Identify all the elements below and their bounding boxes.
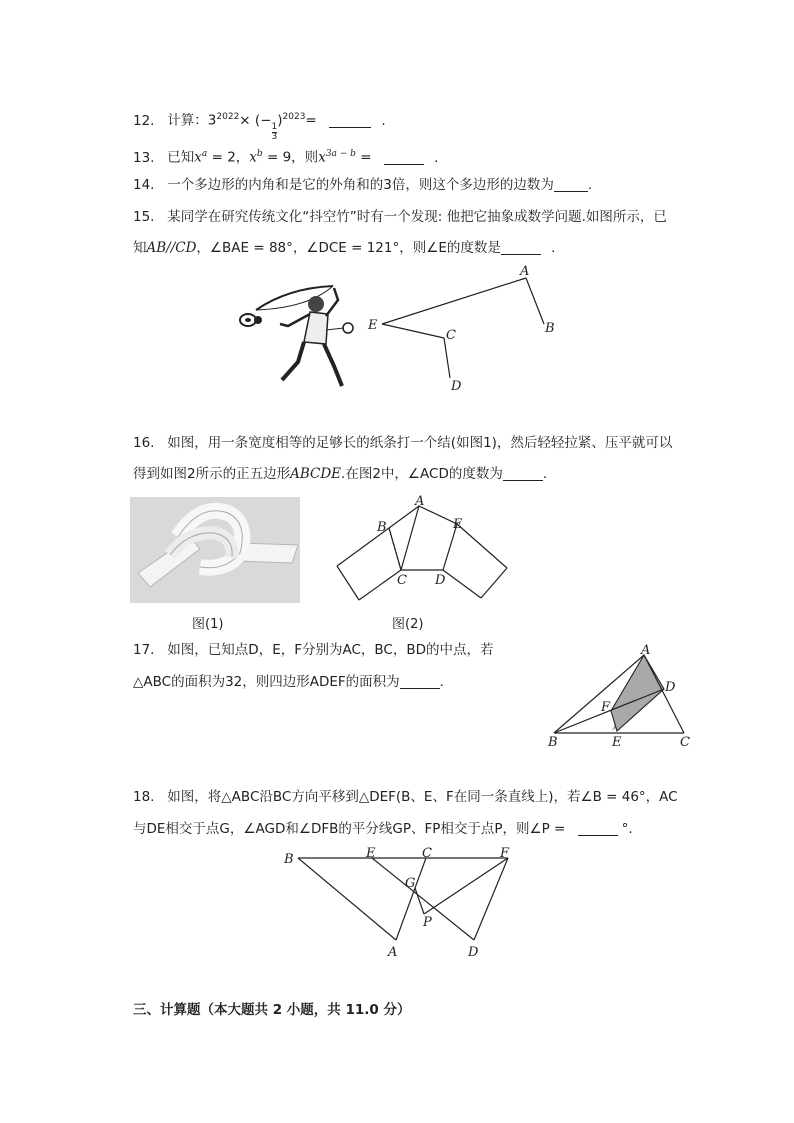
- label-G: G: [405, 876, 416, 891]
- question-number: 12.: [133, 112, 155, 129]
- label-A: A: [415, 494, 425, 509]
- label-B: B: [548, 735, 558, 750]
- diabolo-dancer-illustration: [238, 280, 360, 392]
- paper-knot-photo: [130, 497, 300, 603]
- question-number: 14.: [133, 177, 155, 193]
- label-E: E: [453, 517, 463, 532]
- label-E: E: [368, 318, 378, 333]
- label-A: A: [388, 945, 398, 960]
- fraction: $\frac{1}{3}$: [271, 121, 278, 142]
- question-number: 17.: [133, 642, 155, 658]
- section-heading: 三、计算题（本大题共 2 小题，共 11.0 分）: [133, 1002, 411, 1018]
- question-12: 12. 计算：$3^{2022}\times$ (− $\frac{1}{3}$ )$^{2023}$= .: [133, 112, 386, 142]
- question-17-line-2: △ABC的面积为32，则四边形ADEF的面积为 .: [133, 674, 444, 690]
- label-B: B: [545, 321, 555, 336]
- question-16-line-2: 得到如图2所示的正五边形ABCDE.在图2中，∠ACD的度数为 .: [133, 466, 548, 482]
- question-number: 15.: [133, 209, 155, 225]
- question-14: 14. 一个多边形的内角和是它的外角和的3倍，则这个多边形的边数为 .: [133, 177, 593, 193]
- label-A: A: [520, 264, 530, 279]
- caption-figure-2: 图(2): [392, 617, 424, 632]
- answer-blank[interactable]: [501, 240, 541, 255]
- question-16-line-1: 16. 如图，用一条宽度相等的足够长的纸条打一个结(如图1)，然后轻轻拉紧、压平就可以: [133, 435, 673, 451]
- label-C: C: [397, 573, 407, 588]
- question-17-line-1: 17. 如图，已知点D，E，F分别为AC，BC，BD的中点，若: [133, 642, 494, 658]
- label-D: D: [468, 945, 479, 960]
- q15-geometry-figure: [362, 262, 562, 394]
- label-P: P: [423, 915, 432, 930]
- label-C: C: [680, 735, 690, 750]
- label-B: B: [284, 852, 294, 867]
- answer-blank[interactable]: [554, 177, 588, 192]
- label-E: E: [366, 846, 376, 861]
- question-18-line-1: 18. 如图，将△ABC沿BC方向平移到△DEF(B、E、F在同一条直线上)，若∠B = 46°，AC: [133, 789, 678, 805]
- question-15-line-2: 知AB//CD，∠BAE = 88°，∠DCE = 121°，则∠E的度数是 .: [133, 240, 556, 256]
- question-15-line-1: 15. 某同学在研究传统文化“抖空竹”时有一个发现: 他把它抽象成数学问题.如图所示，已: [133, 209, 667, 225]
- question-13: 13. 已知$x^a = 2$，$x^b = 9$，则$x^{3a - b}$ = .: [133, 149, 439, 166]
- answer-blank[interactable]: [400, 674, 440, 689]
- label-D: D: [665, 680, 676, 695]
- label-D: D: [451, 379, 462, 394]
- question-number: 18.: [133, 789, 155, 805]
- answer-blank[interactable]: [503, 466, 543, 481]
- label-E: E: [612, 735, 622, 750]
- label-D: D: [435, 573, 446, 588]
- label-A: A: [641, 643, 651, 658]
- answer-blank[interactable]: [578, 821, 618, 836]
- answer-blank[interactable]: [384, 150, 424, 165]
- answer-blank[interactable]: [329, 113, 371, 128]
- q17-triangle-figure: [544, 643, 694, 753]
- q18-translation-figure: [280, 842, 520, 962]
- label-F: F: [500, 846, 510, 861]
- label-C: C: [446, 328, 456, 343]
- question-number: 13.: [133, 149, 155, 166]
- label-F: F: [601, 700, 611, 715]
- question-18-line-2: 与DE相交于点G，∠AGD和∠DFB的平分线GP、FP相交于点P，则∠P = °.: [133, 821, 633, 837]
- label-B: B: [377, 520, 387, 535]
- caption-figure-1: 图(1): [192, 617, 224, 632]
- question-number: 16.: [133, 435, 155, 451]
- label-C: C: [422, 846, 432, 861]
- q16-pentagon-figure: [335, 494, 510, 604]
